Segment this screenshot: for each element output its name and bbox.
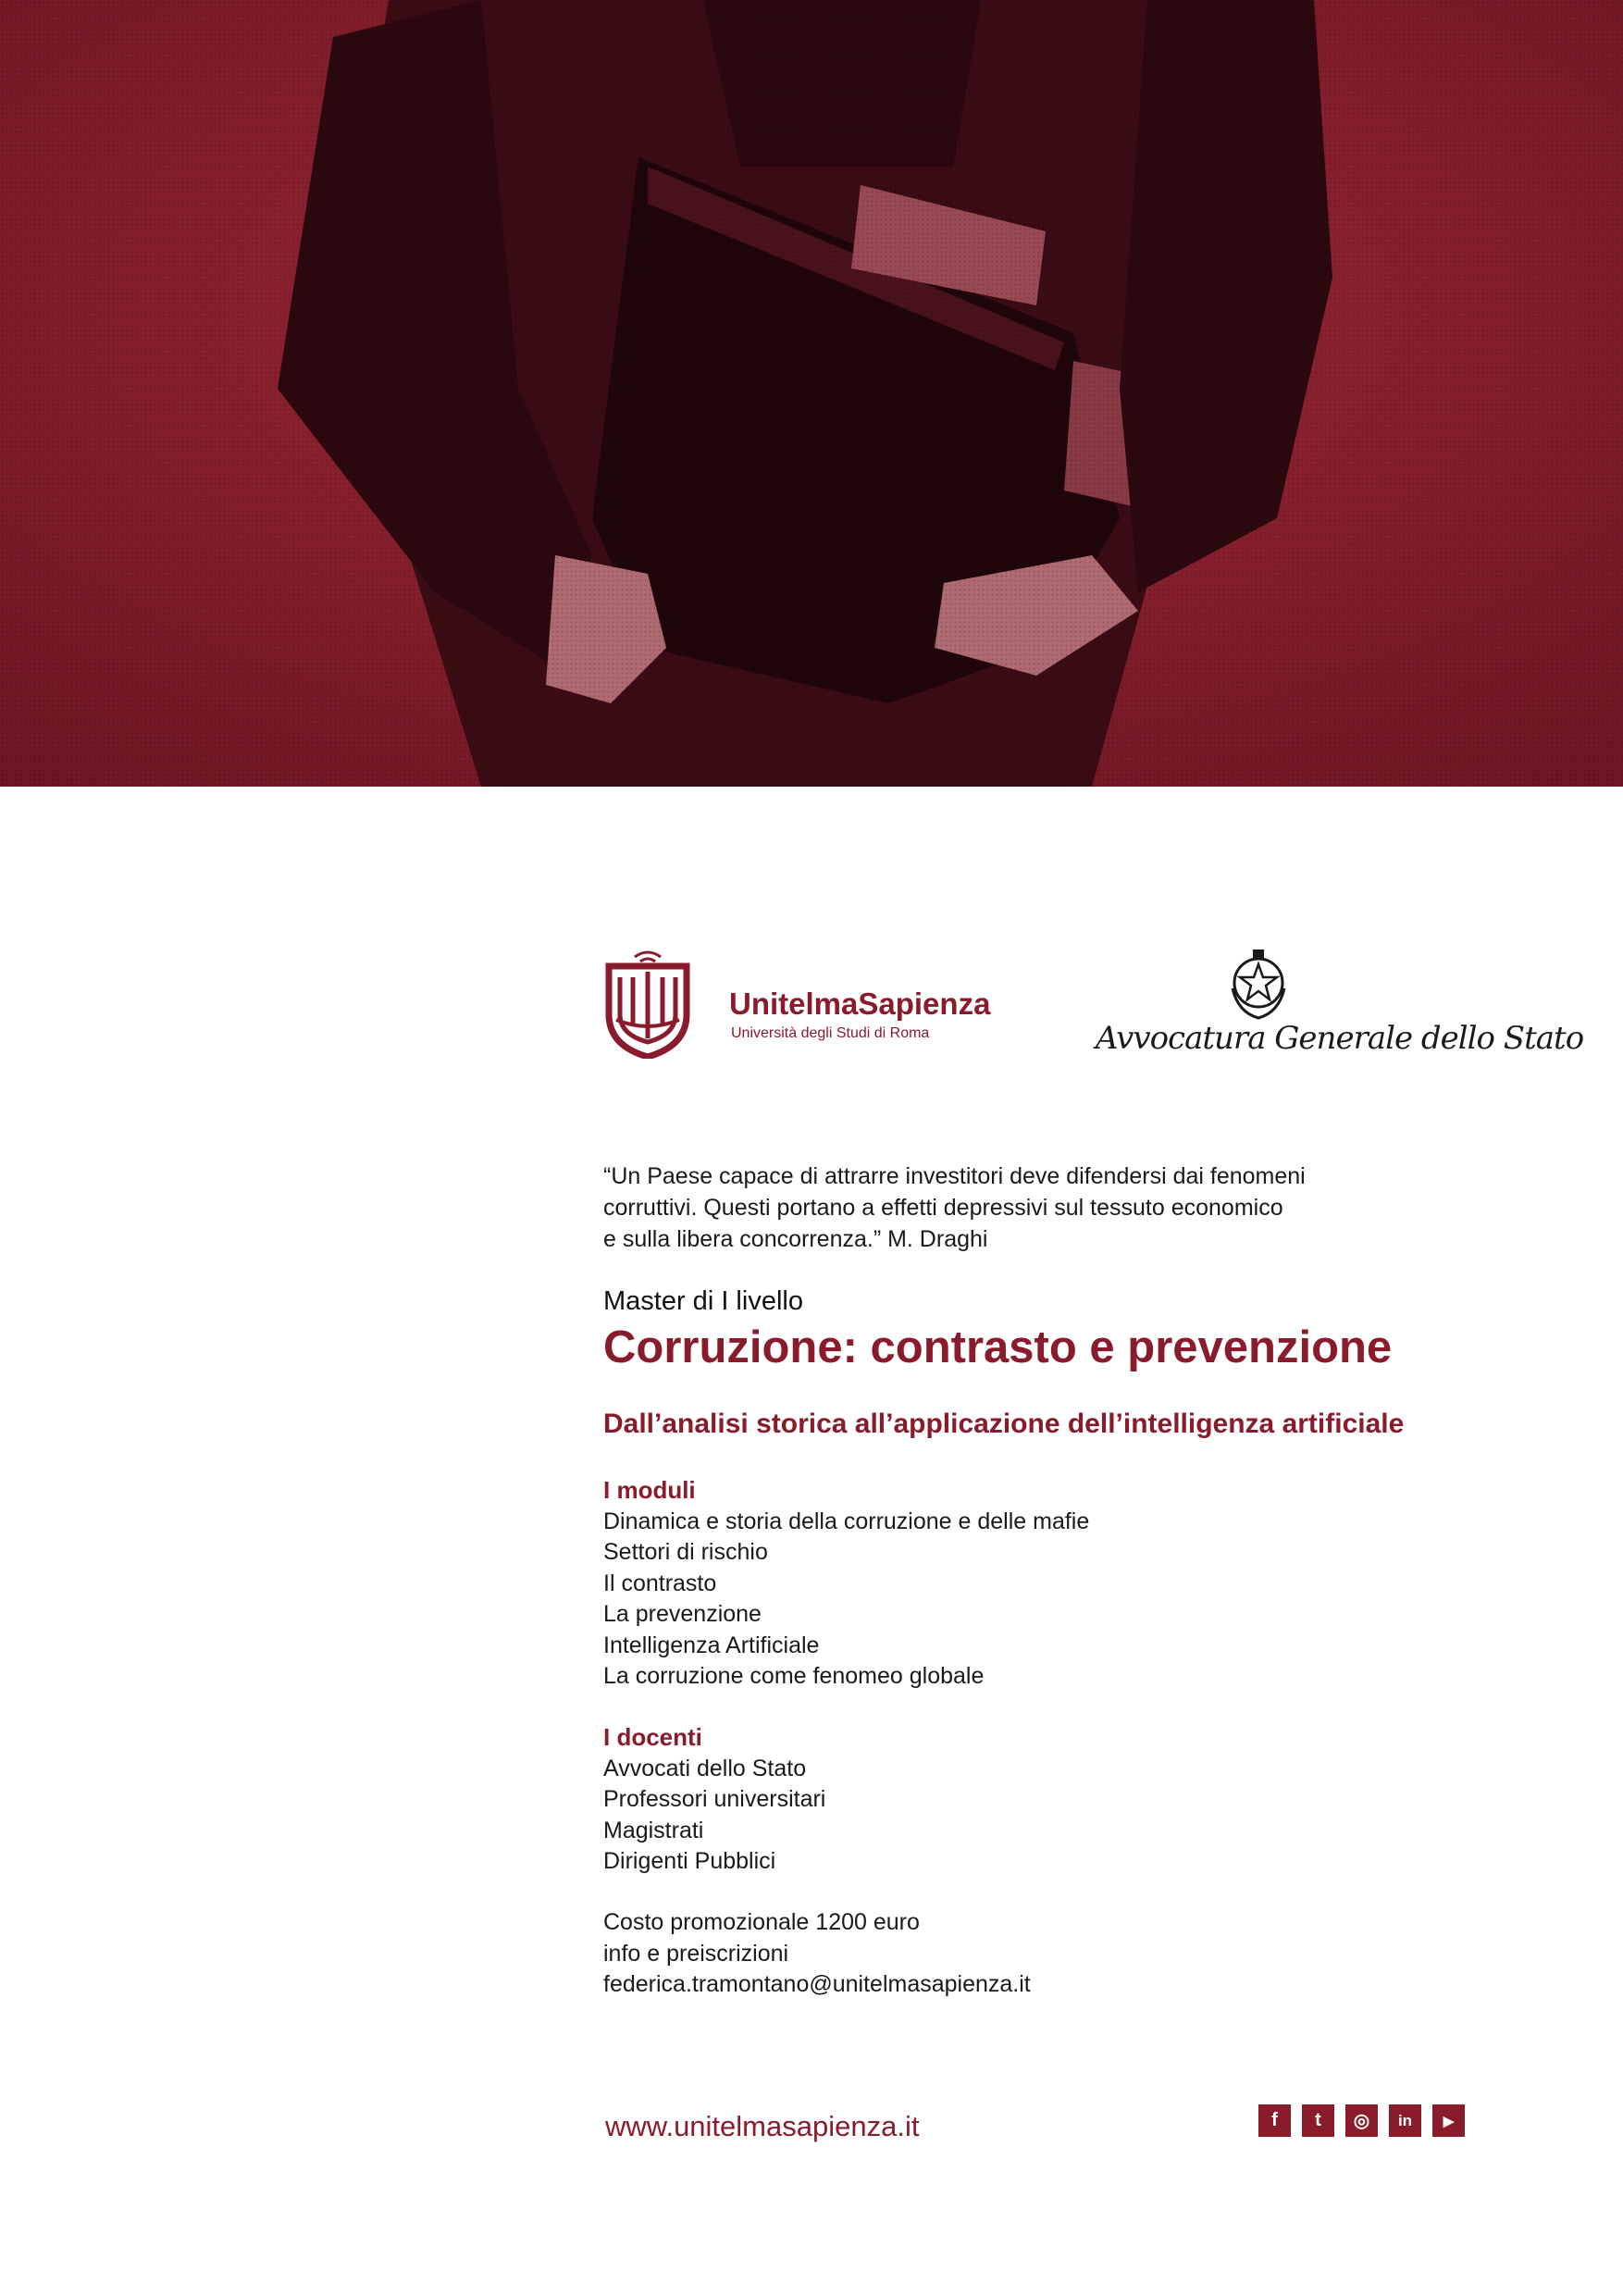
module-item: Il contrasto (603, 1570, 717, 1596)
quote-line: e sulla libera concorrenza.” M. Draghi (603, 1226, 988, 1252)
twitter-icon[interactable]: t (1302, 2104, 1334, 2137)
module-item: La corruzione come fenomeo globale (603, 1663, 985, 1689)
youtube-icon[interactable]: ▶ (1432, 2104, 1465, 2137)
teachers-heading: I docenti (603, 1723, 702, 1751)
price-text: Costo promozionale 1200 euro (603, 1909, 920, 1935)
teacher-item: Professori universitari (603, 1786, 826, 1812)
teacher-item: Avvocati dello Stato (603, 1755, 807, 1781)
module-item: Settori di rischio (603, 1539, 768, 1565)
quote-block (603, 1160, 1436, 1255)
info-label: info e preiscrizioni (603, 1940, 789, 1967)
teachers-section (603, 1722, 1529, 1878)
facebook-icon[interactable]: f (1258, 2104, 1291, 2137)
website-link[interactable]: www.unitelmasapienza.it (605, 2110, 920, 2142)
quote-line: “Un Paese capace di attrarre investitori deve difendersi dai fenomeni (603, 1163, 1306, 1189)
linkedin-icon[interactable]: in (1389, 2104, 1421, 2137)
modules-section (603, 1475, 1529, 1693)
teacher-item: Magistrati (603, 1817, 704, 1843)
teacher-item: Dirigenti Pubblici (603, 1848, 776, 1874)
partner-name: Avvocatura Generale dello Stato (1096, 1020, 1584, 1057)
quote-line: corruttivi. Questi portano a effetti depressivi sul tessuto economico (603, 1195, 1283, 1221)
course-title: Corruzione: contrasto e prevenzione (603, 1322, 1393, 1372)
university-subtitle: Università degli Studi di Roma (731, 1025, 930, 1041)
modules-heading: I moduli (603, 1476, 696, 1504)
module-item: La prevenzione (603, 1601, 762, 1627)
unitelma-logo (603, 949, 692, 1063)
course-subtitle: Dall’analisi storica all’applicazione dell’intelligenza artificiale (603, 1409, 1405, 1439)
contact-email[interactable]: federica.tramontano@unitelmasapienza.it (603, 1971, 1031, 1997)
instagram-icon[interactable]: ◎ (1345, 2104, 1378, 2137)
republic-emblem-icon (1225, 948, 1292, 1026)
module-item: Dinamica e storia della corruzione e delle mafie (603, 1508, 1090, 1534)
hero-image (0, 0, 1623, 787)
info-section (603, 1907, 1529, 2001)
shield-logo-icon (603, 949, 692, 1059)
social-links (1258, 2104, 1465, 2137)
university-name: UnitelmaSapienza (729, 987, 991, 1021)
course-level: Master di I livello (603, 1286, 803, 1316)
module-item: Intelligenza Artificiale (603, 1632, 820, 1658)
